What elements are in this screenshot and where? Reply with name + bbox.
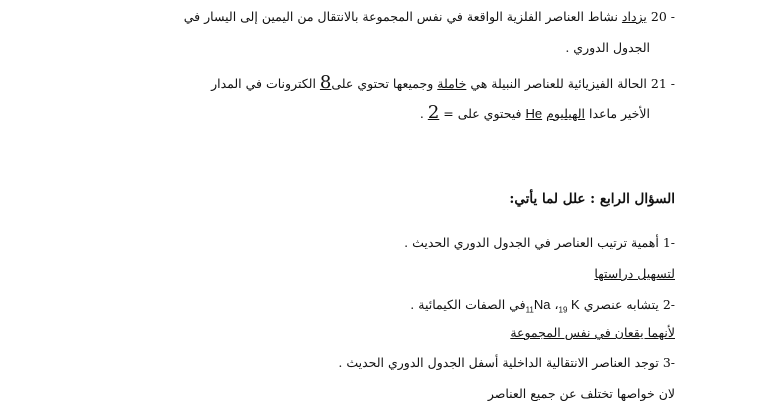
item-21-text-pre: الحالة الفيزيائية للعناصر النبيلة هي [470,76,647,91]
q4-item-2-k [558,297,580,315]
q4-item-3-answer: لان خواصها تختلف عن جميع العناصر [487,386,675,401]
item-21-he-symbol: He [525,106,543,121]
q4-item-3-text: توجد العناصر الانتقالية الداخلية أسفل الجدول الدوري الحديث . [338,355,659,370]
q4-item-2-text-pre: يتشابه عنصري [583,297,659,312]
q4-item-2-na [525,297,551,315]
q4-item-3 [338,357,675,370]
item-20-continuation: الجدول الدوري . [565,40,650,55]
q4-item-3-number: 3- [662,355,675,370]
q4-item-1-text: أهمية ترتيب العناصر في الجدول الدوري الحديث . [404,235,659,250]
q4-item-2-text-post: في الصفات الكيمائية . [410,297,526,312]
q4-item-2-na-symbol: Na [533,297,551,312]
q4-item-2-k-number: 19 [558,305,568,315]
item-20-text: نشاط العناصر الفلزية الواقعة في نفس المجموعة بالانتقال من اليمين إلى اليسار في [183,9,618,24]
item-21-answer-two: 2 [427,102,440,123]
item-21-helium: الهيليوم [546,106,586,121]
item-21-number: 21 - [650,76,675,91]
item-21-text-post: الكترونات في المدار [211,76,316,91]
q4-item-2-answer: لأنهما يقعان في نفس المجموعة [510,325,675,340]
item-21-line-1 [211,74,675,92]
question-4-title: السؤال الرابع : علل لما يأتي: [509,191,675,207]
item-20-number: 20 - [650,9,675,24]
item-21-cont-end: . [419,106,424,121]
q4-item-2: 2- يتشابه عنصري $_{19}$ K، $_{11}$Naفي الصفات الكيمائية . [410,297,675,315]
item-21-answer-state: خاملة [437,76,467,91]
item-20-answer-word: يزداد [621,9,647,24]
item-21-cont-pre: الأخير ماعدا [589,106,650,121]
q4-item-2-k-symbol: K [571,297,580,312]
item-21-answer-electrons: 8 [319,72,332,93]
item-21-line-2 [420,104,650,122]
q4-item-1-number: 1- [662,235,675,250]
item-21-text-mid: وجميعها تحتوي على [331,76,434,91]
q4-item-2-number: 2- [662,297,675,312]
item-20-line-1 [184,11,675,24]
q4-item-2-na-number: 11 [525,305,534,315]
q4-item-1 [404,237,675,250]
item-21-cont-mid: فيحتوي على = [443,106,522,121]
q4-item-1-answer: لتسهيل دراستها [594,266,675,281]
item-20-line-2 [565,42,650,55]
